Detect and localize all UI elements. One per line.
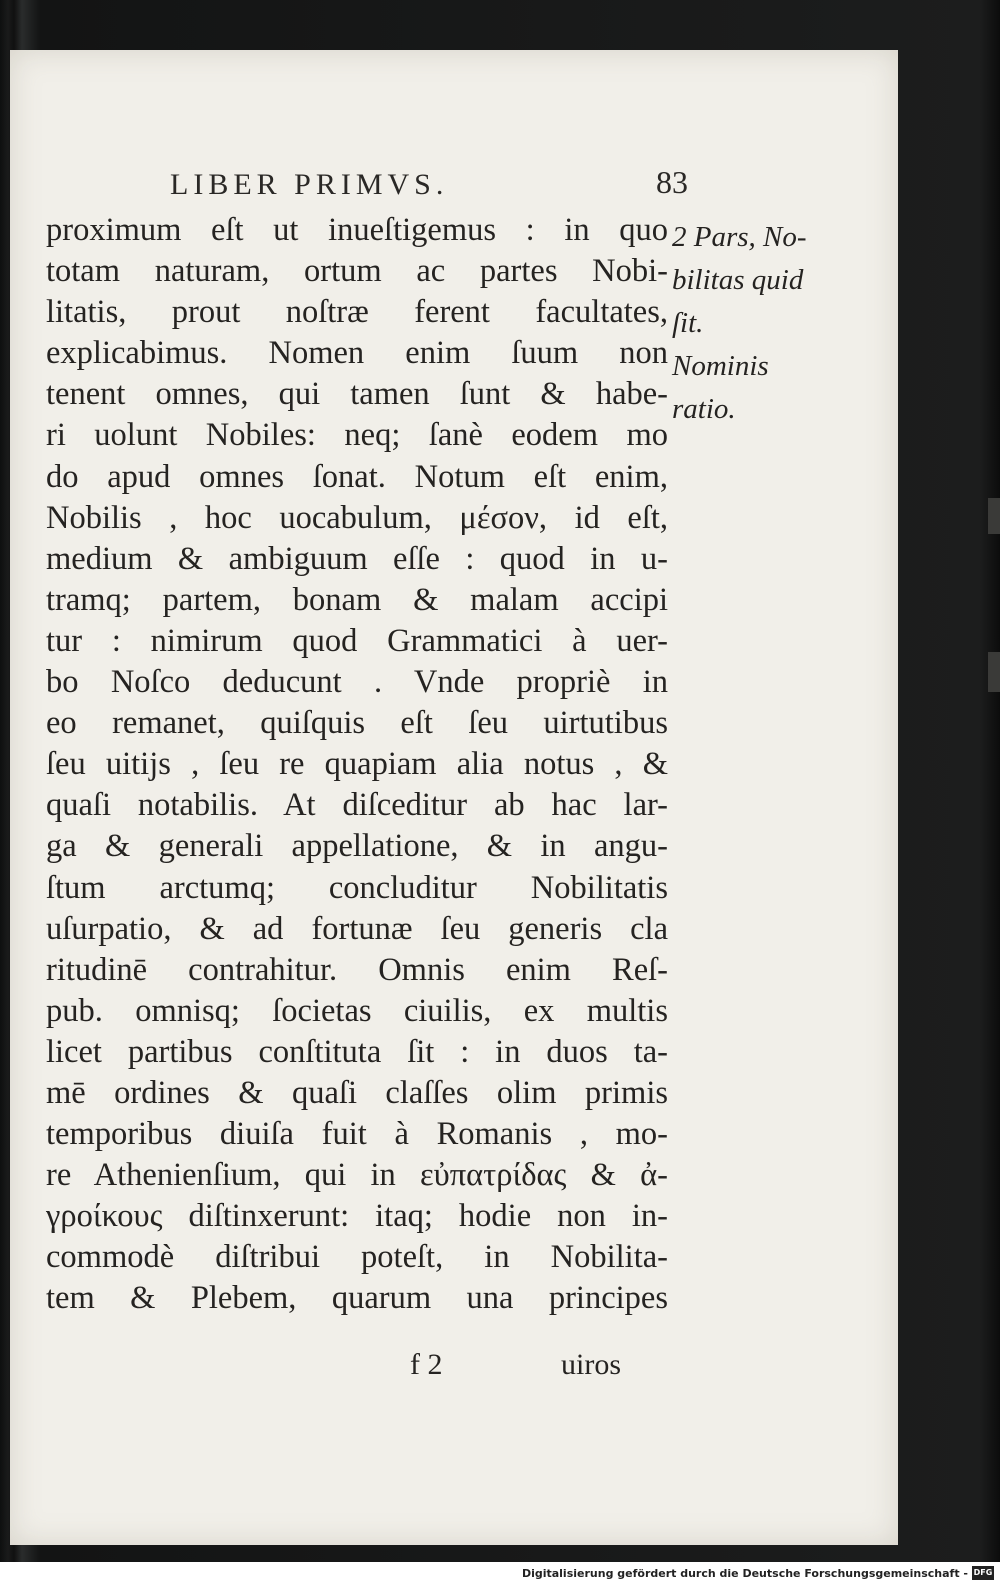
text-line: tem & Plebem, quarum una principes <box>46 1280 668 1317</box>
marginal-note-line: ſit. <box>672 307 704 339</box>
text-line: quaſi notabilis. At diſceditur ab hac lar- <box>46 787 668 824</box>
text-line: tur : nimirum quod Grammatici à uer- <box>46 622 668 659</box>
text-line: re Athenienſium, qui in εὐπατρίδας & ἀ- <box>46 1157 668 1194</box>
credit-text: Digitalisierung gefördert durch die Deutsche Forschungsgemeinschaft - <box>521 1566 968 1580</box>
marginal-note-line: 2 Pars, No- <box>672 221 807 253</box>
book-page <box>10 50 898 1545</box>
marginal-note-line: ratio. <box>672 393 736 425</box>
text-line: licet partibus conſtituta ſit : in duos ta- <box>46 1033 668 1070</box>
running-head <box>158 164 688 208</box>
text-line: explicabimus. Nomen enim ſuum non <box>46 335 668 372</box>
text-line: pub. omnisq; ſocietas ciuilis, ex multis <box>46 992 668 1029</box>
text-line: totam naturam, ortum ac partes Nobi- <box>46 253 668 290</box>
text-line: ſtum arctumq; concluditur Nobilitatis <box>46 869 668 906</box>
text-line: proximum eſt ut inueſtigemus : in quo <box>46 212 668 248</box>
credit-bar <box>0 1562 1000 1584</box>
text-line: do apud omnes ſonat. Notum eſt enim, <box>46 458 668 495</box>
text-line: ri uolunt Nobiles: neq; ſanè eodem mo <box>46 417 668 454</box>
text-line: commodè diſtribui poteſt, in Nobilita- <box>46 1239 668 1276</box>
text-line: temporibus diuiſa fuit à Romanis , mo- <box>46 1116 668 1153</box>
text-line: bo Noſco deducunt . Vnde propriè in <box>46 664 668 701</box>
text-line: ritudinē contrahitur. Omnis enim Reſ- <box>46 951 668 988</box>
marginal-note-line: bilitas quid <box>672 264 804 296</box>
text-line: ga & generali appellatione, & in angu- <box>46 828 668 865</box>
text-line: ſeu uitijs , ſeu re quapiam alia notus , & <box>46 746 668 783</box>
text-line: mē ordines & quaſi claſſes olim primis <box>46 1074 668 1111</box>
dfg-logo-icon: DFG <box>972 1566 994 1580</box>
text-line: tenent omnes, qui tamen ſunt & habe- <box>46 376 668 413</box>
text-line: Nobilis , hoc uocabulum, μέσον, id eſt, <box>46 499 668 536</box>
page-number: 83 <box>656 164 688 200</box>
running-head-title: LIBER PRIMVS. <box>170 168 449 201</box>
signature-mark: f 2 <box>410 1348 443 1381</box>
edge-mark <box>988 652 1000 692</box>
text-line: eo remanet, quiſquis eſt ſeu uirtutibus <box>46 705 668 742</box>
text-line: γροίκους diſtinxerunt: itaq; hodie non in- <box>46 1198 668 1235</box>
catchword: uiros <box>561 1348 621 1381</box>
body-text <box>46 210 668 1320</box>
text-line: medium & ambiguum eſſe : quod in u- <box>46 540 668 577</box>
marginal-note <box>672 216 832 431</box>
edge-mark <box>988 498 1000 534</box>
text-line: litatis, prout noſtræ ferent facultates, <box>46 294 668 331</box>
text-line: tramq; partem, bonam & malam accipi <box>46 581 668 618</box>
marginal-note-line: Nominis <box>672 350 769 382</box>
text-line: uſurpatio, & ad fortunæ ſeu generis cla <box>46 910 668 947</box>
